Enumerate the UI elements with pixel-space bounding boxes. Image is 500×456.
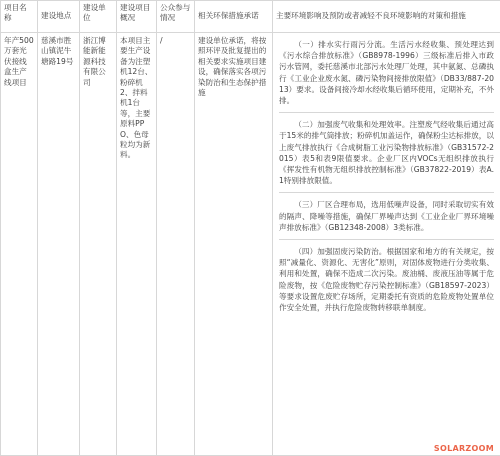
cell-project-name: 年产500万套光伏接线盒生产线项目 <box>1 33 38 456</box>
header-location: 建设地点 <box>38 1 80 33</box>
measure-water <box>279 33 494 113</box>
cell-location: 慈溪市胜山镇泥牛塘路19号 <box>38 33 80 456</box>
header-project-name: 项目名称 <box>1 1 38 33</box>
measure-air-text: （二）加强废气收集和处理效率。注塑废气经收集后通过高于15米的排气筒排放；粉碎机加盖运作，确保粉尘达标排放，以上废气排放执行《合成树脂工业污染物排放标准》（GB31572-2015）表5和表9限值要求。企业厂区内VOCs无组织排放执行《挥发性有机物无组织排放控制标准》（GB37822-2019）表A.1特别排放限值。 <box>279 120 494 186</box>
cell-commitment: 建设单位承诺，将按照环评及批复提出的相关要求实施项目建设，确保落实各项污染防治和生态保护措施 <box>195 33 273 456</box>
cell-public-participation: / <box>157 33 195 456</box>
table-row <box>1 33 500 456</box>
measure-air <box>279 113 494 193</box>
measure-noise-text: （三）厂区合理布局，选用低噪声设备，同时采取切实有效的隔声、降噪等措施，确保厂界噪声达到《工业企业厂界环境噪声排放标准》（GB12348-2008）3类标准。 <box>279 200 494 232</box>
cell-measures <box>273 33 500 456</box>
header-overview: 建设项目概况 <box>117 1 157 33</box>
measure-water-text: （一）排水实行雨污分流。生活污水经收集、预处理达到《污水综合排放标准》（GB8978-1996）三级标准后排入市政污水管网，委托慈溪市北部污水处理厂处理，其中氨氮、总磷执行《工业企业废水氮、磷污染物间接排放限值》（DB33/887-2013）要求。设备间接冷却水经收集后循环使用，定期补充，不外排。 <box>279 40 494 106</box>
measure-noise <box>279 193 494 240</box>
header-builder: 建设单位 <box>80 1 117 33</box>
header-measures: 主要环境影响及预防或者减轻不良环境影响的对策和措施 <box>273 1 500 33</box>
cell-builder: 浙江博能新能源科技有限公司 <box>80 33 117 456</box>
header-commitment: 相关环保措施承诺 <box>195 1 273 33</box>
cell-overview: 本项目主要生产设备为注塑机12台、粉碎机2、拌料机1台等，主要原料PPO、色母粒均为新料。 <box>117 33 157 456</box>
header-public-participation: 公众参与情况 <box>157 1 195 33</box>
measure-solid-waste <box>279 240 494 319</box>
header-row <box>1 1 500 33</box>
watermark-logo: SOLARZOOM <box>433 444 494 453</box>
measure-solid-waste-text: （四）加强固废污染防治。根据国家和地方的有关规定，按照“减量化、资源化、无害化”原则，对固体废物进行分类收集、利用和处置，确保不造成二次污染。废油桶、废液压油等属于危险废物，按《危险废物贮存污染控制标准》（GB18597-2023）等要求设置危废贮存场所，定期委托有资质的危险废物处置单位作安全处置，并执行危险废物转移联单制度。 <box>279 247 494 313</box>
